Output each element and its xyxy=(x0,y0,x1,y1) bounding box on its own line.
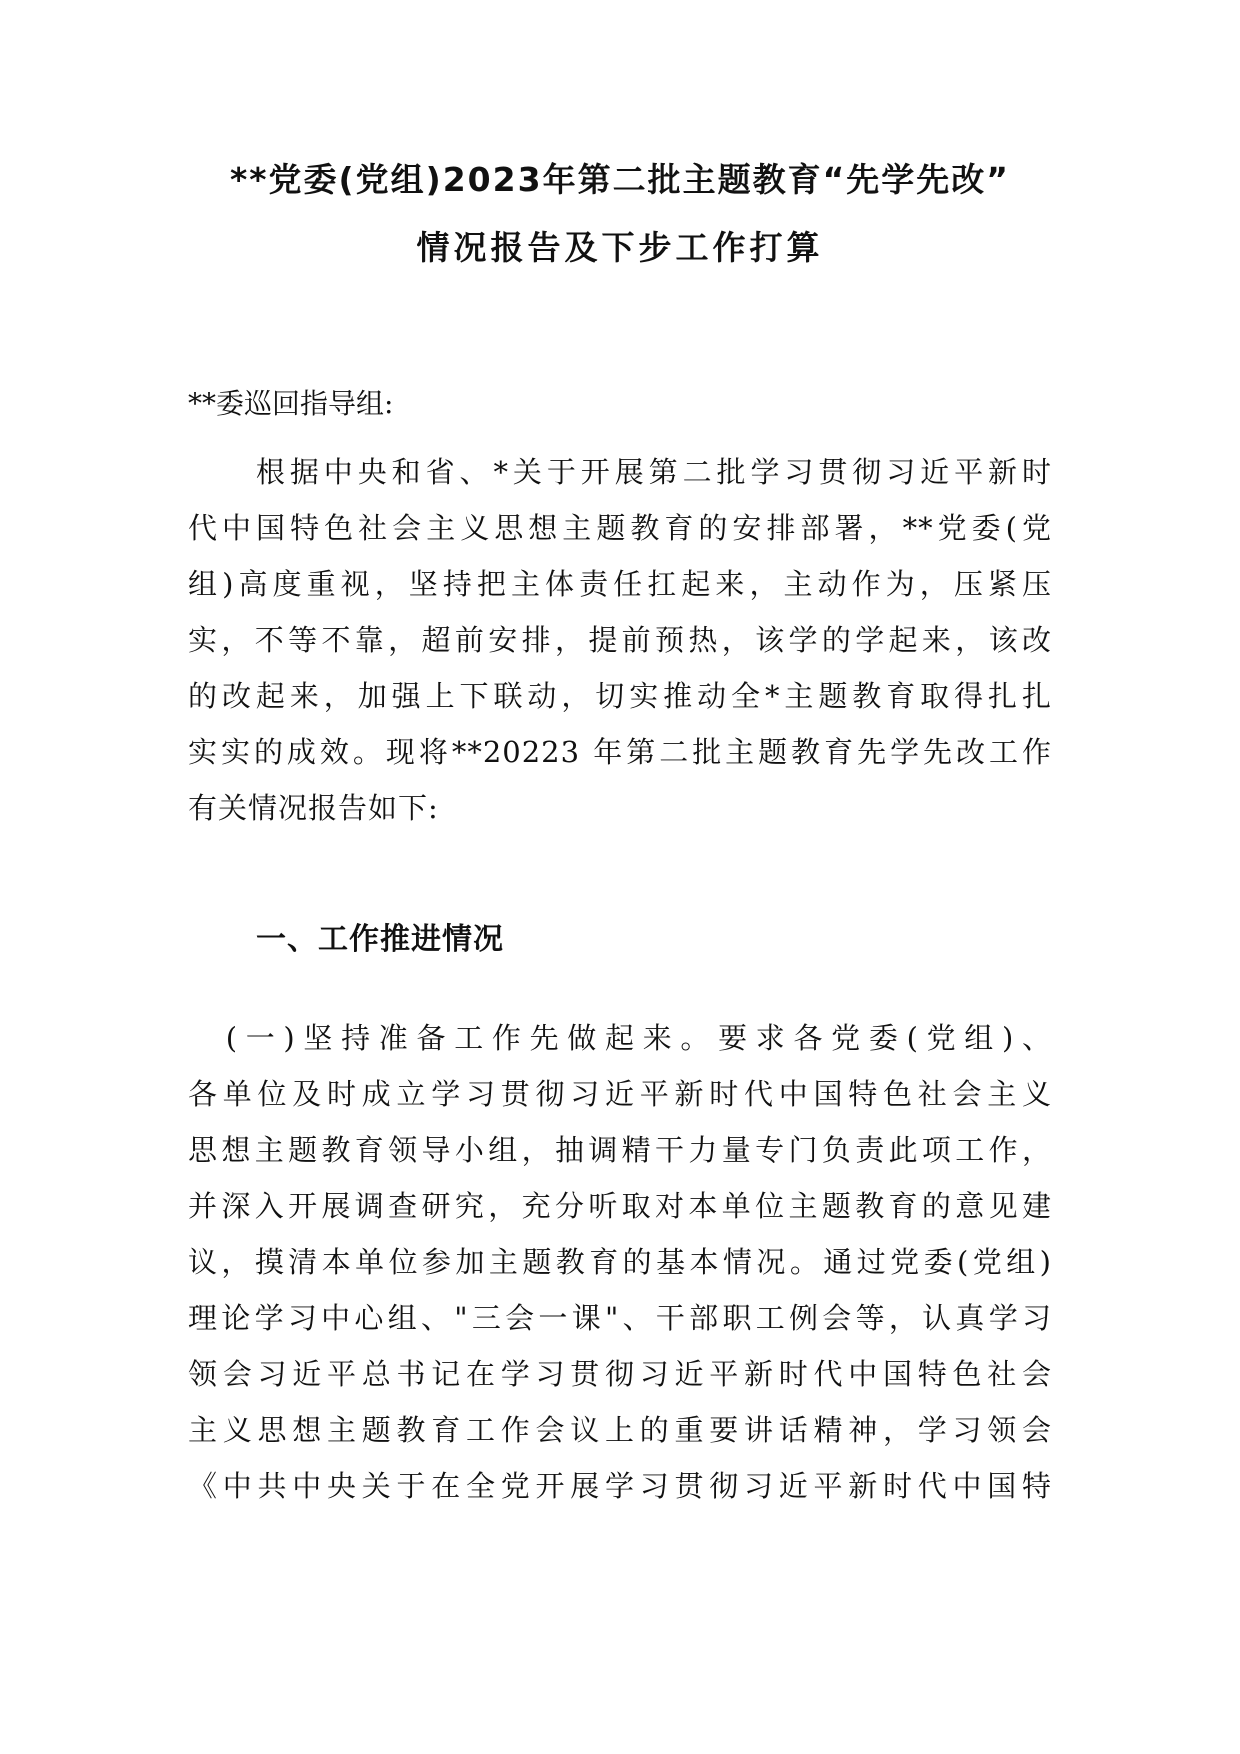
paragraph-line: 有关情况报告如下: xyxy=(188,791,439,825)
salutation: **委巡回指导组: xyxy=(188,387,394,420)
section-heading-1: 一、工作推进情况 xyxy=(256,922,504,957)
paragraph-line: 组)高度重视，坚持把主体责任扛起来，主动作为，压紧压 xyxy=(188,567,1052,601)
paragraph-line: 实，不等不靠，超前安排，提前预热，该学的学起来，该改 xyxy=(188,623,1052,657)
paragraph-line: 议，摸清本单位参加主题教育的基本情况。通过党委(党组) xyxy=(188,1245,1052,1279)
document-title-line-1: **党委(党组)2023年第二批主题教育“先学先改” xyxy=(230,160,1010,199)
paragraph-line: 思想主题教育领导小组，抽调精干力量专门负责此项工作， xyxy=(188,1133,1052,1167)
paragraph-line: 主义思想主题教育工作会议上的重要讲话精神，学习领会 xyxy=(188,1413,1052,1447)
intro-paragraph xyxy=(188,444,1052,836)
paragraph-line: 代中国特色社会主义思想主题教育的安排部署，**党委(党 xyxy=(188,511,1052,545)
paragraph-line: 根据中央和省、*关于开展第二批学习贯彻习近平新时 xyxy=(188,455,1052,489)
paragraph-line: 《中共中央关于在全党开展学习贯彻习近平新时代中国特 xyxy=(188,1469,1052,1503)
paragraph-line: 的改起来，加强上下联动，切实推动全*主题教育取得扎扎 xyxy=(188,679,1052,713)
paragraph-line: 理论学习中心组、"三会一课"、干部职工例会等，认真学习 xyxy=(188,1301,1052,1335)
paragraph-line: (一)坚持准备工作先做起来。要求各党委(党组)、 xyxy=(188,1021,1052,1055)
section1-paragraph xyxy=(188,1010,1052,1514)
paragraph-line: 领会习近平总书记在学习贯彻习近平新时代中国特色社会 xyxy=(188,1357,1052,1391)
paragraph-line: 各单位及时成立学习贯彻习近平新时代中国特色社会主义 xyxy=(188,1077,1052,1111)
paragraph-line: 并深入开展调查研究，充分听取对本单位主题教育的意见建 xyxy=(188,1189,1052,1223)
document-title-line-2: 情况报告及下步工作打算 xyxy=(416,228,824,267)
paragraph-line: 实实的成效。现将**20223 年第二批主题教育先学先改工作 xyxy=(188,735,1052,769)
